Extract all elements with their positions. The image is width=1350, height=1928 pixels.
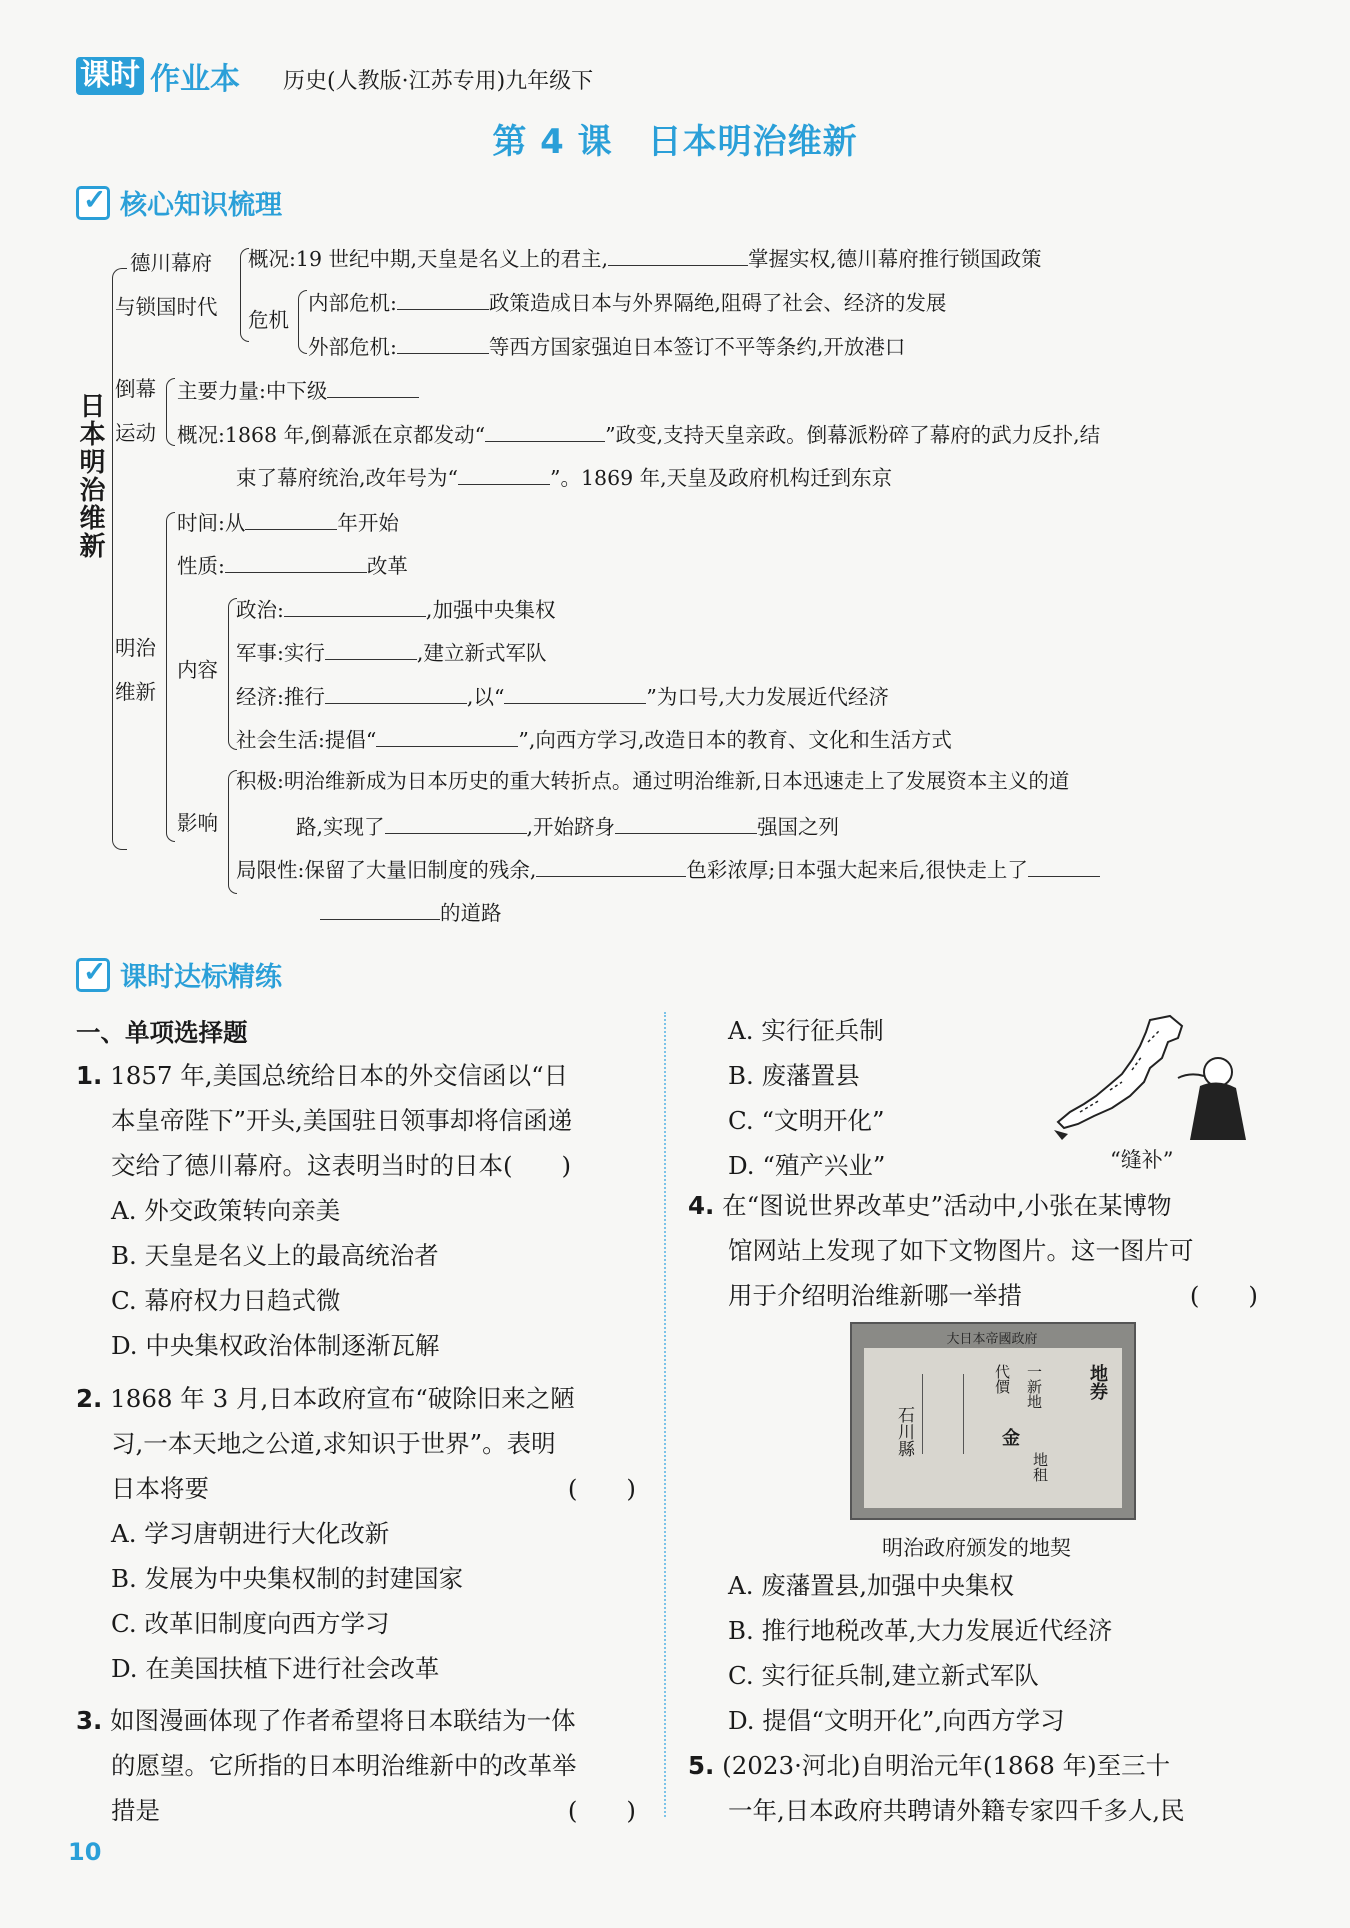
deed-text: 地租 (1031, 1452, 1049, 1482)
question-5: 5. (2023·河北)自明治元年(1868 年)至三十 一年,日本政府共聘请外籍专家四千多人,民 (688, 1751, 1185, 1825)
page-number: 10 (68, 1838, 102, 1866)
option-c[interactable]: C. “文明开化” (728, 1106, 885, 1135)
blank[interactable] (485, 421, 605, 442)
land-deed-image (850, 1322, 1136, 1520)
branch3-label: 明治 (115, 636, 156, 660)
branch1-label: 德川幕府 (130, 251, 212, 275)
answer-paren[interactable]: ( ) (1189, 1281, 1258, 1310)
part-heading: 一、单项选择题 (76, 1018, 248, 1047)
pencil-box-icon (76, 958, 110, 992)
blank[interactable] (325, 683, 467, 704)
question-4: 4. 在“图说世界改革史”活动中,小张在某博物 馆网站上发现了如下文物图片。这一图片可 用于介绍明治维新哪一举措 ( ) (688, 1183, 1258, 1318)
blank[interactable] (325, 639, 417, 660)
blank[interactable] (397, 289, 489, 310)
option-c[interactable]: C. 幕府权力日趋式微 (111, 1286, 341, 1315)
logo-box: 课时 (76, 57, 144, 95)
option-a[interactable]: A. 实行征兵制 (728, 1016, 884, 1045)
branch2-brace (166, 378, 175, 446)
deed-text: 石川縣 (894, 1406, 914, 1457)
question-4-options (728, 1563, 1258, 1743)
option-d[interactable]: D. 中央集权政治体制逐渐瓦解 (111, 1331, 440, 1360)
b1-crisis: 危机 (248, 308, 289, 332)
question-2: 2. 1868 年 3 月,日本政府宣布“破除旧来之陋 习,一本天地之公道,求知识于世界”。表明 日本将要 ( ) A. 学习唐朝进行大化改新 B. 发展为中央集权制的封建国家 C. 改革旧制度向西方学习 D. 在美国扶植下进行社会改革 (76, 1376, 636, 1691)
cartoon-caption: “缝补” (1110, 1148, 1174, 1172)
question-1: 1. 1857 年,美国总统给日本的外交信函以“日 本皇帝陛下”开头,美国驻日领事却将信函递 交给了德川幕府。这表明当时的日本( ) A. 外交政策转向亲美 B. 天皇是名义上的最高统治者 C. 幕府权力日趋式微 D. 中央集权政治体制逐渐瓦解 (76, 1053, 636, 1368)
blank[interactable] (615, 813, 757, 834)
b1-internal: 内部危机: 政策造成日本与外界隔绝,阻碍了社会、经济的发展 (308, 291, 947, 315)
b3-politics: 政治: ,加强中央集权 (236, 598, 556, 622)
question-3: 3. 如图漫画体现了作者希望将日本联结为一体 的愿望。它所指的日本明治维新中的改革举 措是 ( ) (76, 1698, 636, 1833)
blank[interactable] (385, 813, 527, 834)
branch1-label2: 与锁国时代 (115, 295, 218, 319)
blank[interactable] (504, 683, 646, 704)
option-a[interactable]: A. 学习唐朝进行大化改新 (111, 1519, 390, 1548)
option-b[interactable]: B. 发展为中央集权制的封建国家 (111, 1564, 464, 1593)
b2-overview-line1: 概况:1868 年,倒幕派在京都发动“ ”政变,支持天皇亲政。倒幕派粉碎了幕府的武力反扑,结 (177, 423, 1101, 447)
option-b[interactable]: B. 天皇是名义上的最高统治者 (111, 1241, 439, 1270)
branch3-label2: 维新 (115, 680, 156, 704)
deed-caption: 明治政府颁发的地契 (882, 1536, 1071, 1560)
answer-paren[interactable]: ( ) (567, 1474, 636, 1503)
deed-title: 地券 (1087, 1364, 1108, 1400)
branch2-label: 倒幕 (115, 377, 156, 401)
question-3-options (728, 1008, 1028, 1188)
blank[interactable] (376, 726, 518, 747)
b2-force: 主要力量:中下级 (177, 377, 419, 403)
deed-text: 金 (999, 1428, 1020, 1446)
blank[interactable] (608, 245, 748, 266)
b2-overview-line2: 束了幕府统治,改年号为“ ”。1869 年,天皇及政府机构迁到东京 (236, 466, 893, 490)
b3-time: 时间:从 年开始 (177, 511, 399, 535)
option-c[interactable]: C. 改革旧制度向西方学习 (111, 1609, 390, 1638)
b3-positive-line2: 路,实现了 ,开始跻身 强国之列 (296, 815, 840, 839)
deed-text: 代價 (993, 1364, 1011, 1394)
tree-root: 日本明治维新 (75, 392, 105, 560)
option-d[interactable]: D. 在美国扶植下进行社会改革 (111, 1654, 440, 1683)
b3-nature: 性质: 改革 (177, 554, 408, 578)
deed-header: 大日本帝國政府 (946, 1332, 1038, 1347)
b1-external: 外部危机: 等西方国家强迫日本签订不平等条约,开放港口 (308, 335, 906, 359)
b3-society: 社会生活:提倡“ ”,向西方学习,改造日本的教育、文化和生活方式 (236, 728, 952, 752)
lesson-title: 第 4 课 日本明治维新 (492, 122, 858, 162)
deed-lines (922, 1374, 964, 1454)
b3-economy: 经济:推行 ,以“ ”为口号,大力发展近代经济 (236, 685, 889, 709)
option-a[interactable]: A. 废藩置县,加强中央集权 (728, 1571, 1015, 1600)
blank[interactable] (536, 856, 686, 877)
b3-limit-line1: 局限性:保留了大量旧制度的残余, 色彩浓厚;日本强大起来后,很快走上了 (236, 856, 1100, 882)
option-b[interactable]: B. 废藩置县 (728, 1061, 860, 1090)
checkbox-icon (76, 186, 110, 220)
option-c[interactable]: C. 实行征兵制,建立新式军队 (728, 1661, 1039, 1690)
blank[interactable] (284, 596, 426, 617)
deed-text: 一新地 (1025, 1364, 1043, 1409)
b3-content: 内容 (177, 658, 218, 682)
book-info: 历史(人教版·江苏专用)九年级下 (283, 69, 594, 94)
root-brace (112, 268, 127, 850)
section-title: 课时达标精练 (120, 962, 282, 993)
b3-limit-line2: 的道路 (320, 899, 502, 925)
b3-positive-line1: 积极:明治维新成为日本历史的重大转折点。通过明治维新,日本迅速走上了发展资本主义的道 (236, 769, 1070, 793)
b1-overview: 概况:19 世纪中期,天皇是名义上的君主, 掌握实权,德川幕府推行锁国政策 (248, 247, 1042, 271)
sewing-cartoon-image (1050, 1012, 1260, 1147)
section-exercise (76, 955, 282, 994)
blank[interactable] (1028, 856, 1100, 877)
b3-influence: 影响 (177, 811, 218, 835)
branch3-brace (166, 512, 175, 842)
blank[interactable] (397, 333, 489, 354)
b3-military: 军事:实行 ,建立新式军队 (236, 641, 547, 665)
series-logo (76, 56, 240, 96)
column-divider (664, 1012, 666, 1817)
section-title: 核心知识梳理 (120, 190, 282, 221)
option-a[interactable]: A. 外交政策转向亲美 (111, 1196, 341, 1225)
section-knowledge (76, 183, 282, 222)
option-d[interactable]: D. 提倡“文明开化”,向西方学习 (728, 1706, 1065, 1735)
blank[interactable] (458, 464, 550, 485)
option-d[interactable]: D. “殖产兴业” (728, 1151, 886, 1180)
crisis-brace (298, 290, 307, 354)
blank[interactable] (327, 377, 419, 398)
logo-text: 作业本 (150, 62, 240, 97)
option-b[interactable]: B. 推行地税改革,大力发展近代经济 (728, 1616, 1113, 1645)
blank[interactable] (245, 509, 337, 530)
blank[interactable] (320, 899, 440, 920)
branch2-label2: 运动 (115, 421, 156, 445)
answer-paren[interactable]: ( ) (567, 1796, 636, 1825)
blank[interactable] (225, 552, 367, 573)
